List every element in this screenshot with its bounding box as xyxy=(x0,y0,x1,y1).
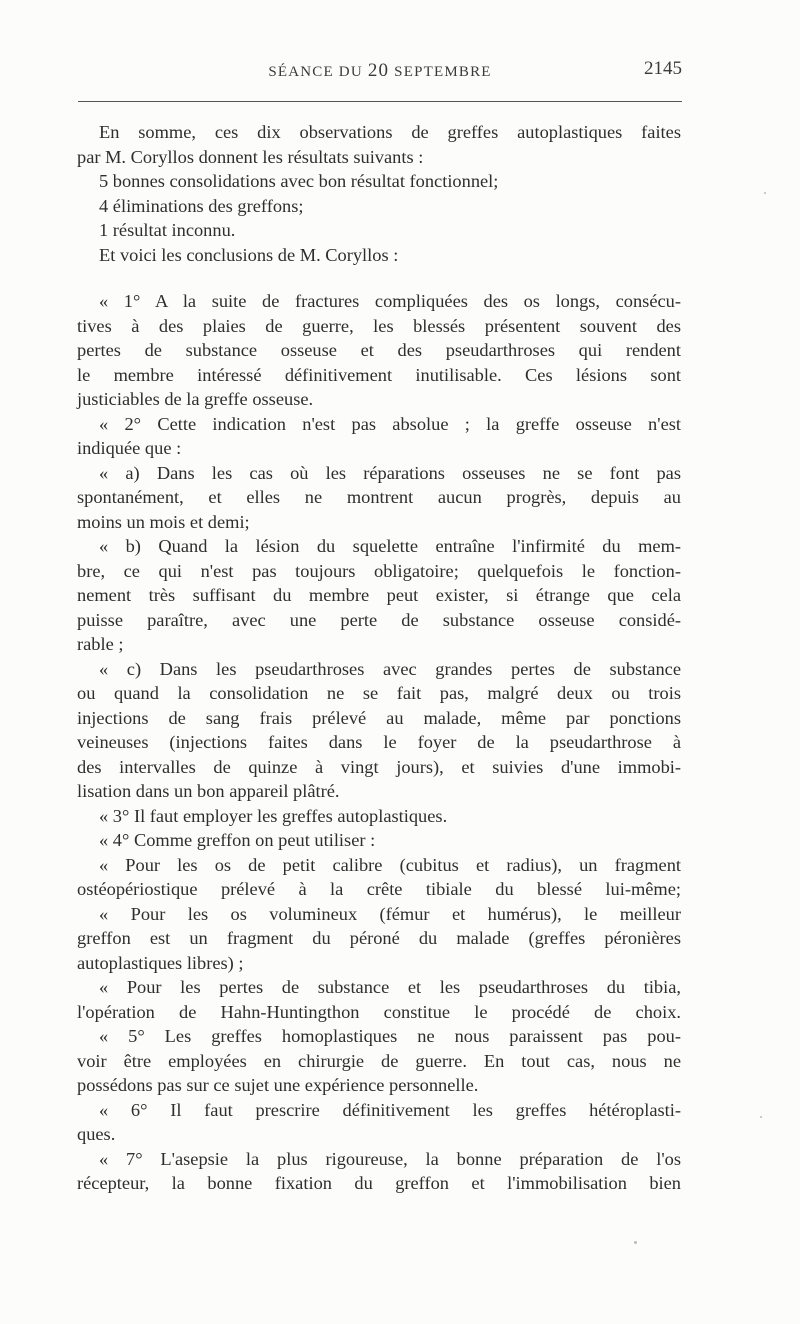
text-line: injections de sang frais prélevé au malade, même par ponctions xyxy=(77,707,681,728)
text-line: autoplastiques libres) ; xyxy=(77,952,244,973)
running-title xyxy=(78,60,682,82)
running-title-date: 20 xyxy=(367,60,390,81)
text-line: « 6° Il faut prescrire définitivement les greffes hétéroplasti- xyxy=(99,1099,681,1120)
page-number: 2145 xyxy=(644,58,682,79)
text-line: moins un mois et demi; xyxy=(77,511,250,532)
text-line: En somme, ces dix observations de greffes autoplastiques faites xyxy=(99,122,681,142)
text-line: « 1° A la suite de fractures compliquées des os longs, consécu- xyxy=(99,291,681,311)
text-line: « 7° L'asepsie la plus rigoureuse, la bonne préparation de l'os xyxy=(99,1148,681,1169)
text-line: lisation dans un bon appareil plâtré. xyxy=(77,781,340,801)
text-line: bre, ce qui n'est pas toujours obligatoire; quelquefois le fonction- xyxy=(77,560,681,581)
text-line: ou quand la consolidation ne se fait pas, malgré deux ou trois xyxy=(77,683,681,703)
text-line: veineuses (injections faites dans le foyer de la pseudarthrose à xyxy=(77,732,681,752)
running-title-pre: SÉANCE DU xyxy=(268,64,368,80)
text-line: ques. xyxy=(77,1124,116,1144)
running-title-month: SEPTEMBRE xyxy=(389,64,492,80)
text-line: indiquée que : xyxy=(77,438,182,458)
text-line: 4 éliminations des greffons; xyxy=(99,195,304,216)
text-line: pertes de substance osseuse et des pseudarthroses qui rendent xyxy=(77,340,681,360)
text-line: par M. Coryllos donnent les résultats suivants : xyxy=(77,146,424,167)
paper-speck xyxy=(760,1116,762,1118)
paragraph-gap xyxy=(77,267,681,289)
text-line: « a) Dans les cas où les réparations osseuses ne se font pas xyxy=(99,462,681,483)
text-line: « Pour les os volumineux (fémur et humérus), le meilleur xyxy=(99,903,681,924)
text-line: « b) Quand la lésion du squelette entraîne l'infirmité du mem- xyxy=(99,536,681,556)
text-line: justiciables de la greffe osseuse. xyxy=(77,389,314,409)
text-line: nement très suffisant du membre peut exister, si étrange que cela xyxy=(77,585,681,605)
paper-speck xyxy=(764,192,766,194)
text-line: 5 bonnes consolidations avec bon résultat fonctionnel; xyxy=(99,171,499,191)
text-line: spontanément, et elles ne montrent aucun progrès, depuis au xyxy=(77,487,681,507)
paper-speck xyxy=(634,1241,637,1244)
text-line: voir être employées en chirurgie de guerre. En tout cas, nous ne xyxy=(77,1050,681,1071)
text-line: « 2° Cette indication n'est pas absolue ; la greffe osseuse n'est xyxy=(99,413,681,434)
text-line: rable ; xyxy=(77,634,124,654)
running-header xyxy=(78,58,682,88)
text-line: « c) Dans les pseudarthroses avec grandes pertes de substance xyxy=(99,658,681,679)
text-line: possédons pas sur ce sujet une expérience personnelle. xyxy=(77,1075,479,1095)
text-line: « Pour les os de petit calibre (cubitus et radius), un fragment xyxy=(99,854,681,875)
header-rule xyxy=(78,101,682,102)
text-line: greffon est un fragment du péroné du malade (greffes péronières xyxy=(77,928,681,948)
text-line: des intervalles de quinze à vingt jours), et suivies d'une immobi- xyxy=(77,756,681,777)
text-line: « 4° Comme greffon on peut utiliser : xyxy=(99,830,376,850)
text-line: tives à des plaies de guerre, les blessés présentent souvent des xyxy=(77,315,681,336)
text-line: « 3° Il faut employer les greffes autoplastiques. xyxy=(99,805,448,826)
text-line: « 5° Les greffes homoplastiques ne nous paraissent pas pou- xyxy=(99,1026,681,1046)
text-line: le membre intéressé définitivement inutilisable. Ces lésions sont xyxy=(77,364,681,385)
text-line: Et voici les conclusions de M. Coryllos : xyxy=(99,244,399,265)
text-line: récepteur, la bonne fixation du greffon et l'immobilisation bien xyxy=(77,1173,681,1193)
text-line: ostéopériostique prélevé à la crête tibiale du blessé lui-même; xyxy=(77,879,681,899)
text-line: 1 résultat inconnu. xyxy=(99,220,236,240)
text-line: l'opération de Hahn-Huntingthon constitue le procédé de choix. xyxy=(77,1001,681,1022)
text-line: « Pour les pertes de substance et les pseudarthroses du tibia, xyxy=(99,977,681,997)
body-text xyxy=(77,120,681,1196)
text-line: puisse paraître, avec une perte de substance osseuse considé- xyxy=(77,609,681,630)
